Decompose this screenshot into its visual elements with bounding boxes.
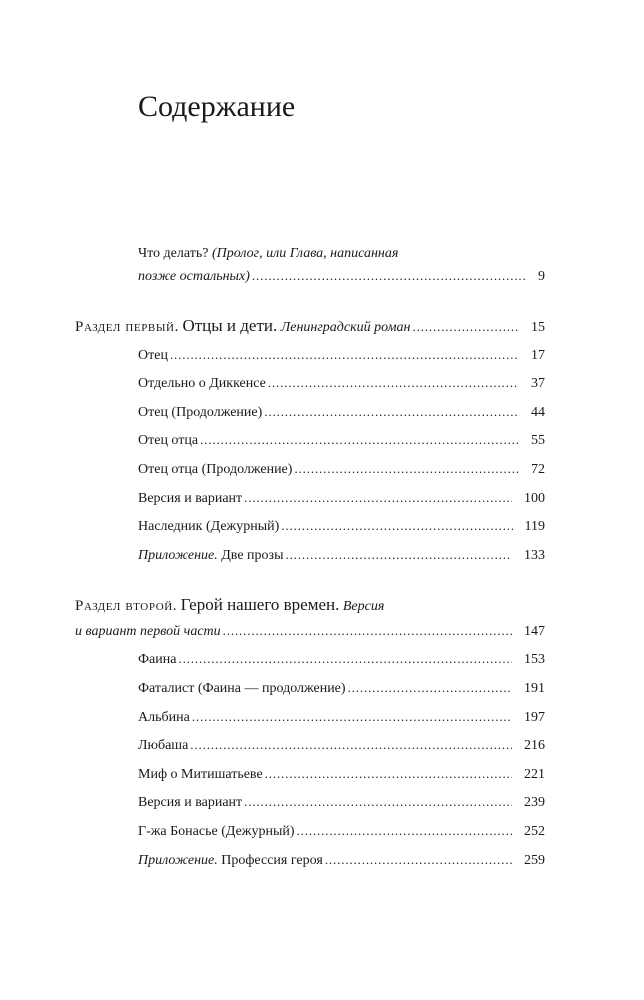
toc-entry[interactable] (138, 678, 545, 700)
dot-leader (200, 431, 519, 449)
prologue-subtitle-line1: (Пролог, или Глава, написанная (211, 246, 399, 261)
page-number: 17 (531, 348, 545, 363)
entry-label: Отец отца (138, 433, 199, 448)
section-2-prefix: Раздел второй. (75, 598, 178, 614)
dot-leader (252, 267, 526, 285)
toc-entry[interactable] (138, 488, 545, 510)
toc-entry[interactable] (138, 764, 545, 786)
dot-leader (192, 708, 512, 726)
dot-leader (268, 374, 519, 392)
entry-label: Альбина (138, 710, 190, 725)
page-number: 133 (524, 548, 545, 563)
section-2-subtitle-line2: и вариант первой части (75, 624, 221, 639)
toc-entry[interactable] (138, 345, 545, 367)
toc-section-2[interactable] (75, 621, 545, 643)
entry-label: Версия и вариант (138, 491, 243, 506)
appendix-prefix: Приложение. (138, 853, 218, 868)
toc-entry-prologue[interactable] (138, 266, 545, 288)
entry-label: Фаталист (Фаина — продолжение) (138, 681, 346, 696)
page-number: 259 (524, 853, 545, 868)
dot-leader (223, 622, 512, 640)
page-number: 197 (524, 710, 545, 725)
dot-leader (413, 318, 520, 336)
section-2-subtitle-line1: Версия (342, 599, 385, 614)
entry-label: Версия и вариант (138, 795, 243, 810)
dot-leader (325, 851, 512, 869)
page-title: Содержание (138, 90, 296, 123)
prologue-label: Что делать? (138, 246, 209, 261)
entry-label: Отдельно о Диккенсе (138, 376, 266, 391)
dot-leader (265, 765, 512, 783)
page-number: 37 (531, 376, 545, 391)
page-number: 252 (524, 824, 545, 839)
dot-leader (244, 793, 512, 811)
section-2-name: Герой нашего времен. (180, 595, 340, 614)
dot-leader (281, 517, 512, 535)
dot-leader (285, 546, 512, 564)
prologue-line1 (138, 245, 398, 263)
section-1-prefix: Раздел первый. (75, 319, 179, 335)
prologue-subtitle-line2: позже остальных) (138, 269, 250, 284)
dot-leader (264, 403, 519, 421)
page-number: 119 (524, 519, 545, 534)
toc-entry[interactable] (138, 459, 545, 481)
section-1-name: Отцы и дети. (182, 316, 278, 335)
entry-label: Отец (138, 348, 168, 363)
entry-label: Миф о Митишатьеве (138, 767, 263, 782)
page-number: 15 (531, 320, 545, 335)
page-number: 9 (538, 269, 545, 284)
entry-label: Отец (Продолжение) (138, 405, 263, 420)
page-number: 216 (524, 738, 545, 753)
toc-entry-appendix[interactable] (138, 545, 545, 567)
section-2-line1 (75, 596, 384, 616)
toc-entry[interactable] (138, 430, 545, 452)
entry-label: Фаина (138, 652, 177, 667)
toc-entry[interactable] (138, 707, 545, 729)
toc-entry[interactable] (138, 402, 545, 424)
toc-entry[interactable] (138, 821, 545, 843)
dot-leader (294, 460, 519, 478)
page-number: 72 (531, 462, 545, 477)
page-number: 153 (524, 652, 545, 667)
dot-leader (297, 822, 512, 840)
page-number: 55 (531, 433, 545, 448)
toc-entry[interactable] (138, 516, 545, 538)
entry-label: Отец отца (Продолжение) (138, 462, 293, 477)
page-number: 191 (524, 681, 545, 696)
appendix-prefix: Приложение. (138, 548, 218, 563)
page-number: 44 (531, 405, 545, 420)
section-1-subtitle: Ленинградский роман (280, 320, 411, 335)
toc-entry[interactable] (138, 735, 545, 757)
dot-leader (178, 650, 512, 668)
entry-label: Г-жа Бонасье (Дежурный) (138, 824, 295, 839)
dot-leader (170, 346, 519, 364)
page-number: 221 (524, 767, 545, 782)
entry-label: Любаша (138, 738, 189, 753)
toc-entry-appendix[interactable] (138, 850, 545, 872)
toc-entry[interactable] (138, 373, 545, 395)
page-number: 147 (524, 624, 545, 639)
page-number: 100 (524, 491, 545, 506)
entry-label: Наследник (Дежурный) (138, 519, 280, 534)
dot-leader (244, 489, 512, 507)
toc-entry[interactable] (138, 649, 545, 671)
toc-section-1[interactable] (75, 317, 545, 339)
entry-label: Две прозы (221, 548, 284, 563)
entry-label: Профессия героя (221, 853, 323, 868)
dot-leader (190, 736, 512, 754)
dot-leader (348, 679, 512, 697)
page-number: 239 (524, 795, 545, 810)
toc-entry[interactable] (138, 792, 545, 814)
